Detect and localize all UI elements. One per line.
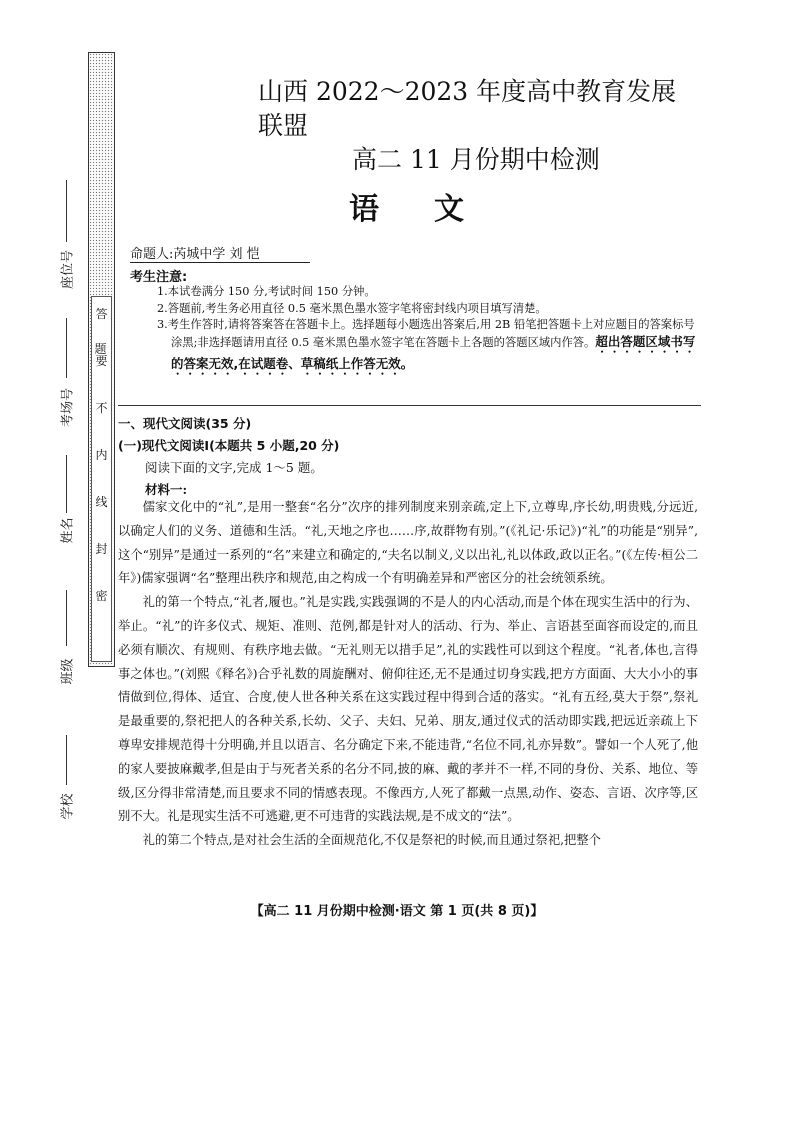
passage xyxy=(118,496,698,853)
notice-item: 1.本试卷满分 150 分,考试时间 150 分钟。 xyxy=(157,285,376,298)
notice-item xyxy=(157,317,697,378)
divider xyxy=(118,405,701,406)
school-field[interactable] xyxy=(46,735,86,845)
exam-title-line1: 山西 2022～2023 年度高中教育发展联盟 xyxy=(258,77,677,140)
exam-room-field[interactable] xyxy=(46,318,86,428)
material-title: 材料一: xyxy=(145,482,188,497)
seat-number-label: 座位号 xyxy=(60,250,76,290)
seal-char: 内 xyxy=(95,448,108,462)
exam-room-label: 考场号 xyxy=(60,388,76,428)
name-field[interactable] xyxy=(46,455,86,555)
seal-char: 不 xyxy=(95,401,108,415)
reading-instruction: 阅读下面的文字,完成 1～5 题。 xyxy=(145,460,323,475)
exam-title-line2: 高二 11 月份期中检测 xyxy=(352,145,600,174)
seal-char: 答 xyxy=(95,307,108,321)
author-line: 命题人:芮城中学 刘 恺 xyxy=(130,247,260,262)
paragraph: 礼的第一个特点,“礼者,履也。”礼是实践,实践强调的不是人的内心活动,而是个体在现实生活中的行为、举止。“礼”的许多仪式、规矩、准则、范例,都是针对人的活动、行为、举止、言语甚至面容而设定的,而且必须有顺次、有规则、有秩序地去做。“无礼则无以措手足”,礼的实践性可以到这个程度。“礼者,体也,言得事之体也。”(刘熙《释名》)合乎礼数的周旋酬对、俯仰往还,无不是通过切身实践,把方方面面、大大小小的事情做到位,得体、适宜、合度,使人世各种关系在这实践过程中得到合适的落实。“礼有五经,莫大于祭”,祭礼是最重要的,祭祀把人的各种关系,长幼、父子、夫妇、兄弟、朋友,通过仪式的活动即实践,把远近亲疏上下尊卑安排规范得十分明确,并且以语言、名分确定下来,不能违背,“名位不同,礼亦异数”。譬如一个人死了,他的家人要披麻戴孝,但是由于与死者关系的名分不同,披的麻、戴的孝并不一样,不同的身份、关系、地位、等级,区分得非常清楚,而且要求不同的情感表现。不像西方,人死了都戴一点黑,动作、姿态、言语、次序等,区别不大。礼是现实生活不可逃避,更不可违背的实践法规,是不成文的“法”。 xyxy=(118,595,698,824)
name-label: 姓名 xyxy=(60,517,76,544)
section-heading: 一、现代文阅读(35 分) xyxy=(118,416,252,431)
notice-item-text: 3.考生作答时,请将答案答在答题卡上。选择题每小题选出答案后,用 2B 铅笔把答题卡上对应题目的答案标号涂黑;非选择题请用直径 0.5 毫米黑色墨水签字笔在答题卡上各题的答题区域内作答。 xyxy=(157,318,695,349)
author-underline xyxy=(130,262,310,263)
seat-number-field[interactable] xyxy=(46,180,86,290)
notice-title: 考生注意: xyxy=(130,270,188,285)
school-label: 学校 xyxy=(60,793,76,820)
paragraph: 礼的第二个特点,是对社会生活的全面规范化,不仅是祭祀的时候,而且通过祭祀,把整个 xyxy=(142,833,601,848)
subject-title: 语文 xyxy=(349,192,519,227)
notice-item: 2.答题前,考生务必用直径 0.5 毫米黑色墨水签字笔将密封线内项目填写清楚。 xyxy=(157,301,547,315)
seal-char: 密 xyxy=(95,589,108,603)
class-field[interactable] xyxy=(46,590,86,700)
subsection-heading: (一)现代文阅读Ⅰ(本题共 5 小题,20 分) xyxy=(118,438,340,453)
notice-list xyxy=(157,284,697,378)
exam-header xyxy=(258,75,688,177)
seal-char: 线 xyxy=(95,495,108,509)
class-label: 班级 xyxy=(60,658,76,685)
seal-char-top: 题 xyxy=(94,342,107,356)
seal-char: 要 xyxy=(95,354,108,368)
seal-char: 封 xyxy=(95,542,108,556)
paragraph: 儒家文化中的“礼”,是用一整套“名分”次序的排列制度来别亲疏,定上下,立尊卑,序长幼,明贵贱,分远近,以确定人们的义务、道德和生活。“礼,天地之序也……序,故群物有别。”(《礼记·乐记》)“礼”的功能是“别异”,这个“别异”是通过一系列的“名”来建立和确定的,“夫名以制义,义以出礼,礼以体政,政以正名。”(《左传·桓公二年》)儒家强调“名”整理出秩序和规范,由之构成一个有明确差异和严密区分的社会统领系统。 xyxy=(118,500,698,586)
page-footer: 【高二 11 月份期中检测·语文 第 1 页(共 8 页)】 xyxy=(250,904,544,919)
notice-warning: 超出答题区域书写的答案无效,在试题卷、草稿纸上作答无效。 xyxy=(171,333,696,371)
